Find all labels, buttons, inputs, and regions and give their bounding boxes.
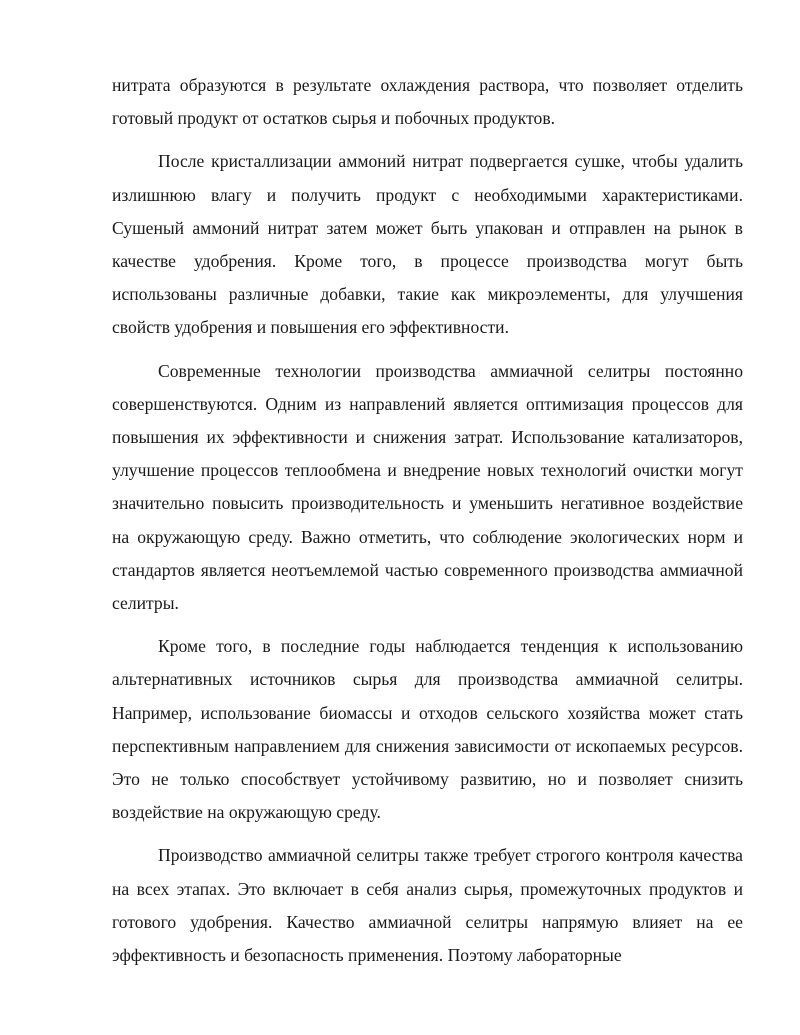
paragraph-modern-technologies: Современные технологии производства аммиачной селитры постоянно совершенствуются. Одним из направлений является оптимизация процессов для повышения их эффективности и снижения затрат. Использование катализаторов, улучшение процессов теплообмена и внедрение новых технологий очистки могут значительно повысить производительность и уменьшить негативное воздействие на окружающую среду. Важно отметить, что соблюдение экологических норм и стандартов является неотъемлемой частью современного производства аммиачной селитры. — [112, 360, 743, 614]
paragraph-continuation: нитрата образуются в результате охлаждения раствора, что позволяет отделить готовый продукт от остатков сырья и побочных продуктов. — [112, 75, 743, 129]
paragraph-drying: После кристаллизации аммоний нитрат подвергается сушке, чтобы удалить излишнюю влагу и получить продукт с необходимыми характеристиками. Сушеный аммоний нитрат затем может быть упакован и отправлен на рынок в качестве удобрения. Кроме того, в процессе производства могут быть использованы различные добавки, такие как микроэлементы, для улучшения свойств удобрения и повышения его эффективности. — [112, 151, 743, 338]
paragraph-alternative-sources: Кроме того, в последние годы наблюдается тенденция к использованию альтернативных источников сырья для производства аммиачной селитры. Например, использование биомассы и отходов сельского хозяйства может стать перспективным направлением для снижения зависимости от ископаемых ресурсов. Это не только способствует устойчивому развитию, но и позволяет снизить воздействие на окружающую среду. — [112, 636, 743, 823]
document-body — [112, 69, 743, 982]
paragraph-quality-control: Производство аммиачной селитры также требует строгого контроля качества на всех этапах. Это включает в себя анализ сырья, промежуточных продуктов и готового удобрения. Качество аммиачной селитры напрямую влияет на ее эффективность и безопасность применения. Поэтому лабораторные — [112, 845, 743, 966]
